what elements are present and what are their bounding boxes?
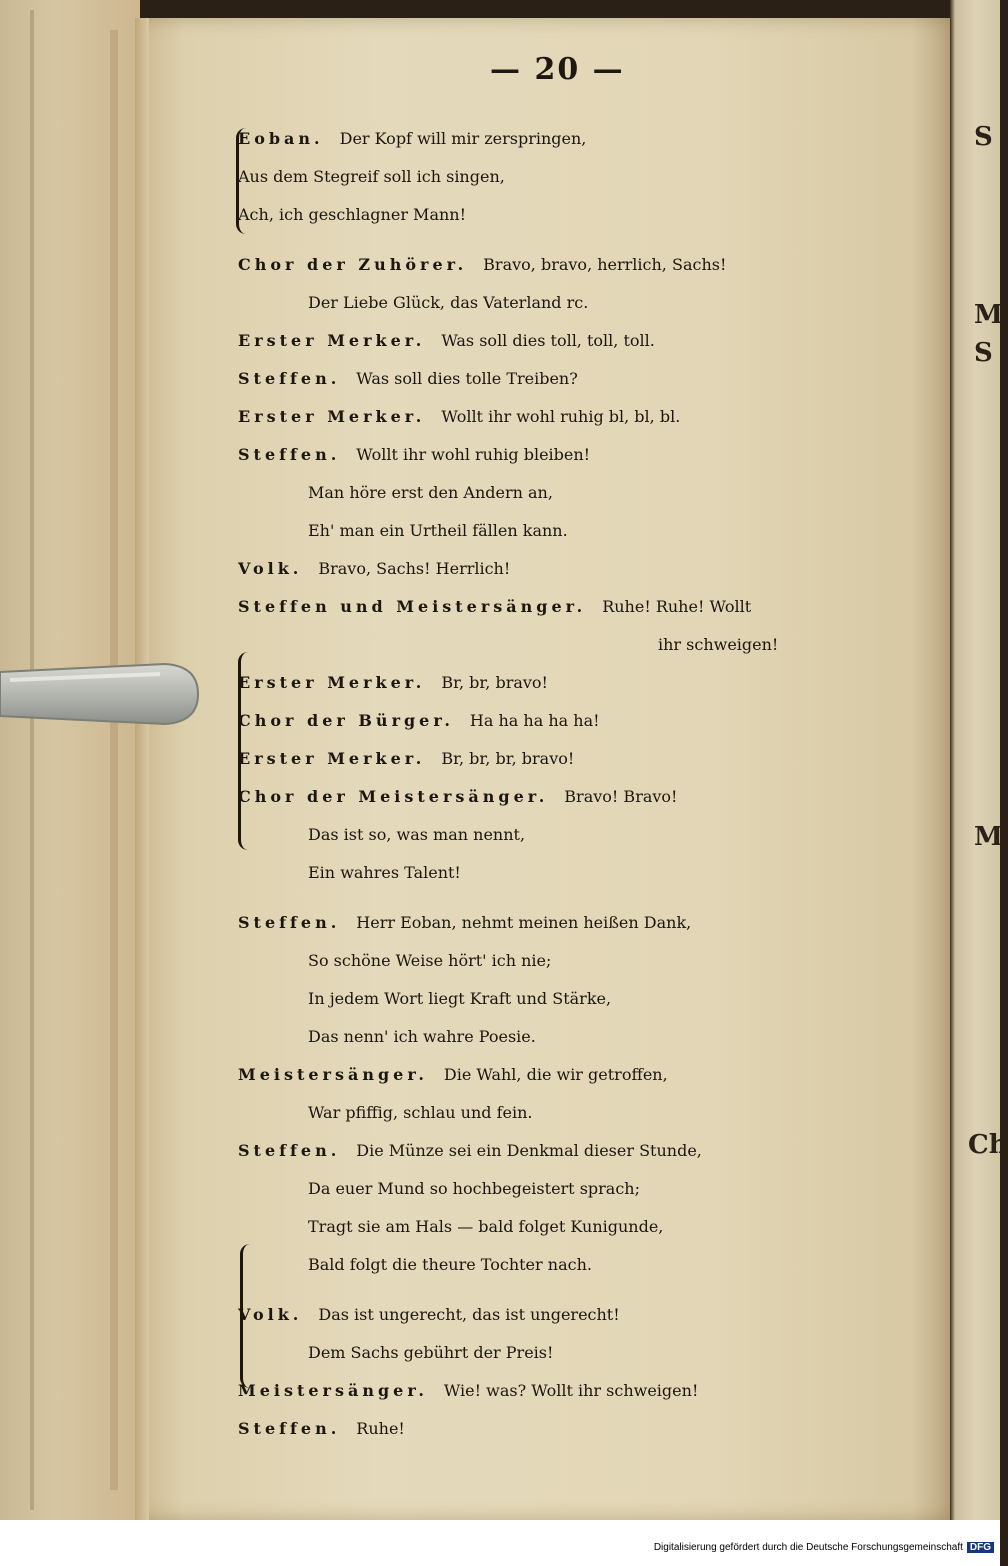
line-text: Wollt ihr wohl ruhig bl, bl, bl. [441,407,681,426]
speaker-name: Chor der Meistersänger. [238,787,549,806]
line-text: Wollt ihr wohl ruhig bleiben! [356,445,591,464]
text-line [238,626,953,664]
text-line [238,360,953,398]
page-stack-edge [110,30,118,1490]
line-text: Ach, ich geschlagner Mann! [238,205,467,224]
text-line [238,1018,953,1056]
speaker-name: Erster Merker. [238,407,426,426]
line-text: Bravo! Bravo! [564,787,678,806]
line-text: Das nenn' ich wahre Poesie. [308,1027,536,1046]
text-line [238,398,953,436]
line-text: Was soll dies toll, toll, toll. [441,331,655,350]
text-line [238,1334,953,1372]
cover-edge [30,10,34,1510]
text-line [238,588,953,626]
text-line [238,1094,953,1132]
text-line [238,816,953,854]
facing-page-fragment: S [974,122,993,152]
text-line [238,980,953,1018]
line-text: Ruhe! [356,1419,405,1438]
speaker-name: Chor der Bürger. [238,711,454,730]
dfg-logo: DFG [967,1542,994,1553]
text-line [238,1372,953,1410]
speaker-name: Erster Merker. [238,749,426,768]
line-text: ihr schweigen! [658,635,779,654]
page-holder-clip [0,650,200,740]
line-text: Wie! was? Wollt ihr schweigen! [443,1381,699,1400]
speaker-name: Steffen. [238,445,341,464]
text-line [238,474,953,512]
book-cover-left [0,0,140,1520]
line-text: Tragt sie am Hals — bald folget Kunigunde, [308,1217,664,1236]
text-line [238,246,953,284]
text-line [238,322,953,360]
speaker-name: Volk. [238,1305,303,1324]
facing-page-fragment: M [974,300,1003,330]
facing-page-edge [950,0,1008,1520]
line-text: Ein wahres Talent! [308,863,461,882]
footer-bar [0,1520,1000,1566]
text-line [238,1410,953,1448]
text-line [238,1132,953,1170]
line-text: Br, br, br, bravo! [441,749,575,768]
speaker-name: Meistersänger. [238,1381,428,1400]
line-text: Bald folgt die theure Tochter nach. [308,1255,592,1274]
text-line [238,158,953,196]
line-text: Bravo, bravo, herrlich, Sachs! [483,255,727,274]
text-line [238,550,953,588]
funding-credit-text: Digitalisierung gefördert durch die Deutsche Forschungsgemeinschaft [653,1542,963,1553]
text-line [238,778,953,816]
text-line [238,436,953,474]
line-text: Man höre erst den Andern an, [308,483,553,502]
line-text: Eh' man ein Urtheil fällen kann. [308,521,568,540]
line-text: Bravo, Sachs! Herrlich! [318,559,511,578]
text-line [238,196,953,234]
facing-page-fragment: S [974,338,993,368]
block-spacer [238,234,953,246]
funding-credit [654,1542,994,1553]
line-text: In jedem Wort liegt Kraft und Stärke, [308,989,612,1008]
text-line [238,1246,953,1284]
speaker-name: Volk. [238,559,303,578]
block-spacer [238,892,953,904]
line-text: Was soll dies tolle Treiben? [356,369,578,388]
line-text: Aus dem Stegreif soll ich singen, [238,167,505,186]
text-line [238,740,953,778]
play-text [238,120,953,1448]
line-text: Der Liebe Glück, das Vaterland rc. [308,293,589,312]
page-gutter [135,18,149,1520]
speaker-name: Steffen. [238,1141,341,1160]
line-text: Br, br, bravo! [441,673,548,692]
facing-page-fragment: M [974,822,1003,852]
text-line [238,120,953,158]
text-line [238,512,953,550]
line-text: Herr Eoban, nehmt meinen heißen Dank, [356,913,692,932]
line-text: Die Wahl, die wir getroffen, [443,1065,668,1084]
text-line [238,942,953,980]
line-text: Das ist so, was man nennt, [308,825,526,844]
text-line [238,854,953,892]
line-text: War pfiffig, schlau und fein. [308,1103,533,1122]
text-line [238,284,953,322]
text-line [238,904,953,942]
speaker-name: Steffen. [238,369,341,388]
line-text: Dem Sachs gebührt der Preis! [308,1343,554,1362]
text-line [238,702,953,740]
text-line [238,1296,953,1334]
line-text: Ruhe! Ruhe! Wollt [602,597,752,616]
speaker-name: Erster Merker. [238,331,426,350]
speaker-name: Steffen und Meistersänger. [238,597,587,616]
line-text: Der Kopf will mir zerspringen, [339,129,587,148]
line-text: Ha ha ha ha ha! [469,711,600,730]
speaker-name: Meistersänger. [238,1065,428,1084]
facing-page-fragment: Ch [968,1130,1008,1160]
line-text: Die Münze sei ein Denkmal dieser Stunde, [356,1141,702,1160]
text-line [238,1208,953,1246]
speaker-name: Erster Merker. [238,673,426,692]
text-line [238,664,953,702]
speaker-name: Steffen. [238,913,341,932]
page-number: — 20 — [490,52,625,87]
text-line [238,1056,953,1094]
speaker-name: Steffen. [238,1419,341,1438]
line-text: So schöne Weise hört' ich nie; [308,951,552,970]
line-text: Das ist ungerecht, das ist ungerecht! [318,1305,620,1324]
line-text: Da euer Mund so hochbegeistert sprach; [308,1179,640,1198]
speaker-name: Eoban. [238,129,324,148]
text-line [238,1170,953,1208]
speaker-name: Chor der Zuhörer. [238,255,468,274]
block-spacer [238,1284,953,1296]
